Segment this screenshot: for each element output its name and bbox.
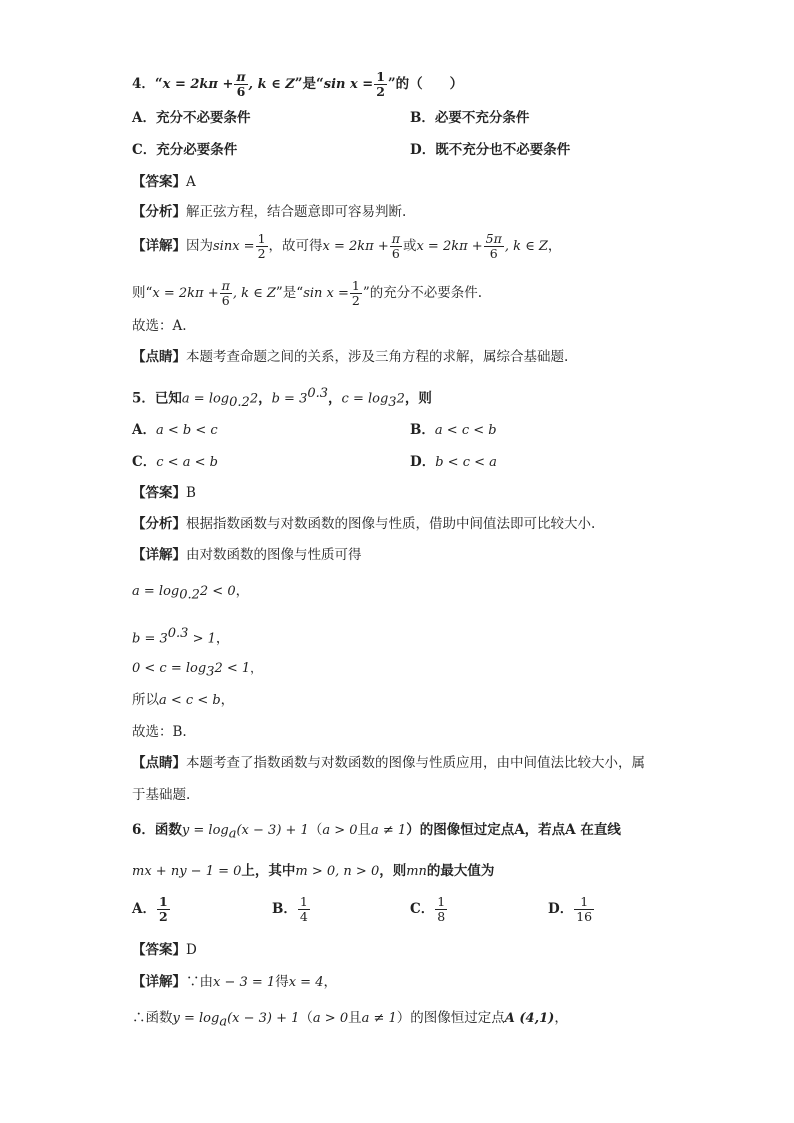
q4-stem xyxy=(132,70,463,99)
option-key: A． xyxy=(132,901,156,917)
option-key: C． xyxy=(132,454,157,470)
option-key: C． xyxy=(410,901,435,917)
detail-text: ， xyxy=(547,238,562,254)
math-expression: b = 3 xyxy=(132,631,168,647)
q5-step-2 xyxy=(132,624,229,650)
q5-step-1 xyxy=(132,581,249,606)
fraction xyxy=(220,279,232,308)
q5-stem xyxy=(132,384,432,413)
math-expression: 2 < 1 xyxy=(214,661,251,676)
math-expression: 2 xyxy=(396,391,405,407)
math-expression: y = log xyxy=(181,823,229,838)
math-expression: a < c < b xyxy=(159,693,221,708)
q5-comment-line-2: 于基础题. xyxy=(132,787,191,803)
punctuation: ， xyxy=(235,583,250,599)
fraction-numerator: 1 xyxy=(376,69,385,84)
math-expression: mx + ny − 1 = 0 xyxy=(132,864,242,879)
detail-text: ”是“ xyxy=(275,285,304,301)
math-expression: x = 2kπ + xyxy=(322,239,389,254)
q6-option-c xyxy=(410,895,448,924)
analysis-tag: 【分析】 xyxy=(132,204,186,220)
math-expression: a > 0 xyxy=(322,823,358,838)
option-text: a < b < c xyxy=(155,423,218,438)
fraction-numerator: π xyxy=(391,231,400,246)
option-text: 必要不充分条件 xyxy=(434,110,530,126)
math-expression: 2 xyxy=(249,391,259,407)
math-expression: a ≠ 1 xyxy=(371,823,407,838)
fraction-numerator: 1 xyxy=(351,278,360,293)
detail-text: 得 xyxy=(275,974,289,990)
fraction-denominator: 2 xyxy=(351,293,360,308)
answer-tag: 【答案】 xyxy=(132,174,186,190)
fraction xyxy=(484,232,504,261)
math-expression: sin x = xyxy=(303,286,349,301)
math-expression: (x − 3) + 1 xyxy=(236,823,309,838)
question-number: 4． xyxy=(132,76,155,92)
fraction xyxy=(234,70,247,99)
answer-value: B xyxy=(186,485,196,501)
detail-text: ∴函数 xyxy=(132,1010,173,1026)
punctuation: ， xyxy=(554,1010,568,1026)
analysis-text: 根据指数函数与对数函数的图像与性质，借助中间值法即可比较大小. xyxy=(186,516,596,532)
math-expression: x = 2kπ + xyxy=(152,286,219,301)
q5-comment-line-1 xyxy=(132,753,645,773)
q6-detail-line-2 xyxy=(132,1008,568,1033)
fraction-denominator: 6 xyxy=(489,246,498,261)
q5-step-4 xyxy=(132,690,234,711)
detail-text: 因为 xyxy=(186,238,213,254)
subscript: a xyxy=(219,1014,228,1030)
option-text: a < c < b xyxy=(434,423,497,438)
answer-value: A xyxy=(186,174,196,190)
option-text: 充分必要条件 xyxy=(156,142,238,158)
option-key: D． xyxy=(410,454,436,470)
q5-option-d xyxy=(410,452,497,473)
fraction-numerator: π xyxy=(221,278,230,293)
math-expression: sinx = xyxy=(213,239,255,254)
stem-text: ， xyxy=(328,390,342,407)
stem-text: ，则 xyxy=(379,863,407,879)
detail-text: 且 xyxy=(348,1010,362,1026)
math-expression: x = 2kπ + xyxy=(416,239,483,254)
answer-tag: 【答案】 xyxy=(132,942,186,958)
fraction-denominator: 2 xyxy=(257,246,266,261)
math-expression: 2 < 0 xyxy=(199,584,236,599)
comment-text: 本题考查了指数函数与对数函数的图像与性质应用，由中间值法比较大小，属 xyxy=(186,755,645,771)
q5-option-b xyxy=(410,420,497,441)
option-text: 充分不必要条件 xyxy=(155,110,251,126)
fraction xyxy=(157,895,170,924)
q6-option-d xyxy=(548,895,595,924)
punctuation: ， xyxy=(215,630,230,647)
detail-text: ，故可得 xyxy=(268,238,323,254)
detail-text: 由对数函数的图像与性质可得 xyxy=(186,547,362,563)
fraction-numerator: 1 xyxy=(299,894,308,909)
punctuation: ， xyxy=(250,661,263,675)
math-expression: sin x = xyxy=(323,77,374,92)
fraction xyxy=(350,279,362,308)
fraction-numerator: 1 xyxy=(574,895,594,910)
detail-text: ）的图像恒过定点 xyxy=(396,1010,505,1026)
q5-analysis xyxy=(132,514,595,534)
math-expression: a = log xyxy=(181,391,230,407)
subscript: 3 xyxy=(206,664,215,680)
fraction-denominator: 6 xyxy=(221,293,230,308)
stem-text: 已知 xyxy=(154,390,182,407)
option-key: B． xyxy=(410,422,435,438)
q6-stem-line-2 xyxy=(132,861,494,882)
stem-text: 函数 xyxy=(154,822,182,838)
detail-text: 或 xyxy=(402,238,417,254)
answer-tag: 【答案】 xyxy=(132,485,186,501)
option-key: C． xyxy=(132,142,157,158)
subscript: a xyxy=(228,826,237,842)
superscript: 0.3 xyxy=(167,626,189,641)
math-expression: A (4,1) xyxy=(504,1011,555,1026)
fraction xyxy=(374,70,387,99)
detail-text: ”的充分不必要条件. xyxy=(362,285,483,301)
option-text: 既不充分也不必要条件 xyxy=(435,142,571,158)
q4-option-c xyxy=(132,140,237,160)
subscript: 3 xyxy=(388,395,397,411)
stem-text: 且 xyxy=(357,822,372,838)
math-expression: x − 3 = 1 xyxy=(213,975,276,990)
math-expression: , k ∈ Z xyxy=(248,77,295,92)
fraction-numerator: 1 xyxy=(437,894,446,909)
math-expression: x = 2kπ + xyxy=(162,77,234,92)
math-expression: a ≠ 1 xyxy=(361,1011,397,1026)
fraction-denominator: 8 xyxy=(437,909,446,924)
detail-text: 所以 xyxy=(132,692,159,708)
question-number: 5． xyxy=(132,390,155,407)
q6-option-a xyxy=(132,895,171,924)
math-expression: y = log xyxy=(172,1011,220,1026)
q4-choice: 故选：A. xyxy=(132,318,187,334)
stem-text: ， xyxy=(258,390,272,407)
stem-text: ”是“ xyxy=(294,76,324,92)
q4-option-d xyxy=(410,140,570,160)
fraction xyxy=(256,232,268,261)
q4-comment xyxy=(132,347,568,367)
fraction-numerator: 1 xyxy=(158,894,168,909)
math-expression: x = 4 xyxy=(288,975,324,990)
punctuation: ， xyxy=(220,692,235,708)
option-key: B． xyxy=(410,110,435,126)
option-key: A． xyxy=(132,422,156,438)
stem-text: 上，其中 xyxy=(241,863,296,879)
q5-detail xyxy=(132,545,362,565)
option-text: b < c < a xyxy=(435,455,497,470)
fraction-denominator: 6 xyxy=(391,246,400,261)
fraction xyxy=(574,895,594,924)
q5-choice: 故选：B. xyxy=(132,724,187,740)
quote-open: “ xyxy=(154,76,163,92)
fraction xyxy=(435,895,447,924)
q6-detail-line-1 xyxy=(132,972,337,993)
comment-tag: 【点睛】 xyxy=(132,349,186,365)
fraction-denominator: 4 xyxy=(299,909,308,924)
math-expression: , k ∈ Z xyxy=(504,239,548,254)
detail-tag: 【详解】 xyxy=(132,238,186,254)
fraction xyxy=(298,895,310,924)
math-expression: , k ∈ Z xyxy=(232,286,276,301)
q6-stem-line-1 xyxy=(132,820,621,845)
fraction-denominator: 6 xyxy=(236,84,246,99)
comment-tag: 【点睛】 xyxy=(132,755,186,771)
q4-detail-line-1 xyxy=(132,232,561,261)
fraction xyxy=(390,232,402,261)
analysis-text: 解正弦方程，结合题意即可容易判断. xyxy=(186,204,407,220)
option-key: A． xyxy=(132,110,156,126)
q5-option-a xyxy=(132,420,218,441)
subscript: 0.2 xyxy=(229,395,250,411)
math-expression: (x − 3) + 1 xyxy=(227,1011,300,1026)
punctuation: ， xyxy=(323,974,337,990)
math-expression: m > 0, n > 0 xyxy=(295,864,380,879)
math-expression: a > 0 xyxy=(312,1011,349,1026)
q4-detail-line-2 xyxy=(132,279,482,308)
math-expression: a = log xyxy=(132,584,180,599)
fraction-denominator: 2 xyxy=(376,84,385,99)
q4-option-b xyxy=(410,108,529,128)
option-text: c < a < b xyxy=(156,455,218,470)
stem-text: ）的图像恒过定点A，若点A 在直线 xyxy=(406,822,621,838)
q6-answer xyxy=(132,940,197,960)
detail-text: （ xyxy=(299,1010,313,1026)
math-expression: c = log xyxy=(341,391,389,407)
math-expression: b = 3 xyxy=(271,391,308,407)
option-key: D． xyxy=(548,901,574,917)
q6-option-b xyxy=(272,895,311,924)
stem-text: 的最大值为 xyxy=(426,863,495,879)
q5-option-c xyxy=(132,452,218,473)
stem-text: ”的（ ） xyxy=(387,76,464,92)
detail-text: ∵由 xyxy=(186,974,213,990)
q4-option-a xyxy=(132,108,250,128)
fraction-denominator: 16 xyxy=(576,909,593,924)
q5-step-3 xyxy=(132,658,262,682)
answer-value: D xyxy=(186,942,197,958)
math-expression: > 1 xyxy=(188,631,216,647)
fraction-numerator: 5π xyxy=(485,231,502,246)
option-key: B． xyxy=(272,901,297,917)
q5-answer xyxy=(132,483,196,503)
math-expression: mn xyxy=(406,864,427,879)
stem-text: ，则 xyxy=(404,390,432,407)
superscript: 0.3 xyxy=(307,386,329,401)
detail-tag: 【详解】 xyxy=(132,974,186,990)
fraction-numerator: 1 xyxy=(257,231,266,246)
comment-text: 本题考查命题之间的关系，涉及三角方程的求解，属综合基础题. xyxy=(186,349,569,365)
option-key: D． xyxy=(410,142,436,158)
math-expression: 0 < c = log xyxy=(132,661,207,676)
q4-analysis xyxy=(132,202,406,222)
detail-text: 则“ xyxy=(132,285,153,301)
fraction-denominator: 2 xyxy=(158,909,168,924)
fraction-numerator: π xyxy=(236,69,246,84)
stem-text: （ xyxy=(308,822,323,838)
subscript: 0.2 xyxy=(179,587,200,603)
analysis-tag: 【分析】 xyxy=(132,516,186,532)
question-number: 6． xyxy=(132,822,155,838)
detail-tag: 【详解】 xyxy=(132,547,186,563)
q4-answer xyxy=(132,172,196,192)
